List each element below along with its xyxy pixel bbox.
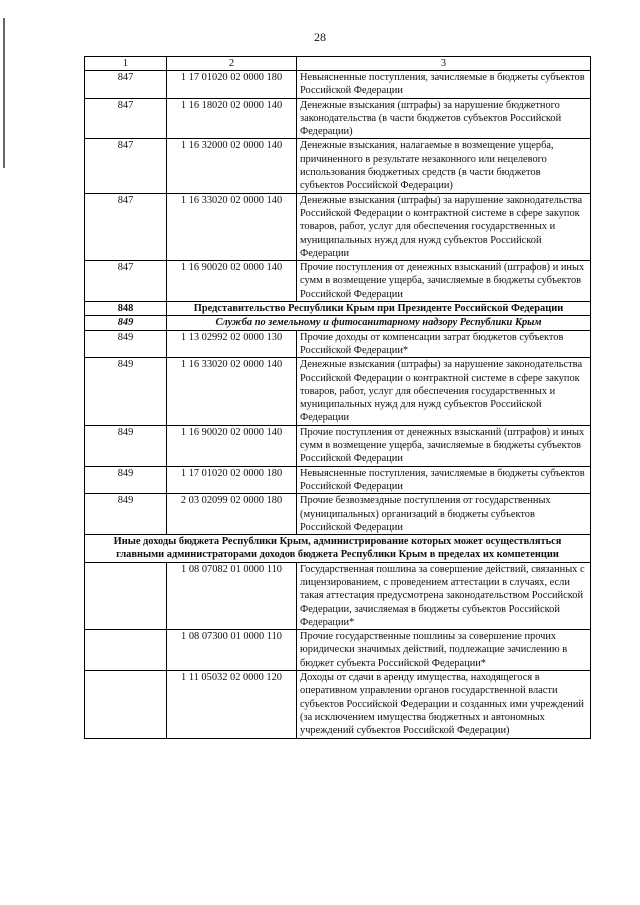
kbk-code-cell: 1 17 01020 02 0000 180 bbox=[167, 71, 297, 99]
kbk-code-cell: 1 11 05032 02 0000 120 bbox=[167, 671, 297, 738]
admin-code-cell: 847 bbox=[85, 139, 167, 193]
revenue-name-cell: Государственная пошлина за совершение действий, связанных с лицензированием, с проведением аттестации в случаях, если такая аттестация предусмотрена законодательством Российской Федерации, зачисляемая в бюджеты субъектов Российской Федерации* bbox=[297, 562, 591, 629]
subsection-header-row bbox=[85, 316, 591, 330]
section-header-row bbox=[85, 302, 591, 316]
revenue-name-cell: Прочие доходы от компенсации затрат бюджетов субъектов Российской Федерации* bbox=[297, 330, 591, 358]
admin-code-cell: 849 bbox=[85, 466, 167, 494]
admin-code-cell bbox=[85, 671, 167, 738]
header-col-2: 2 bbox=[167, 57, 297, 71]
admin-code-cell: 847 bbox=[85, 98, 167, 139]
kbk-code-cell: 1 16 18020 02 0000 140 bbox=[167, 98, 297, 139]
kbk-code-cell: 1 16 33020 02 0000 140 bbox=[167, 193, 297, 260]
section-code-cell: 848 bbox=[85, 302, 167, 316]
admin-code-cell bbox=[85, 630, 167, 671]
admin-code-cell: 847 bbox=[85, 71, 167, 99]
kbk-code-cell: 1 08 07300 01 0000 110 bbox=[167, 630, 297, 671]
kbk-code-cell: 2 03 02099 02 0000 180 bbox=[167, 494, 297, 535]
kbk-code-cell: 1 16 90020 02 0000 140 bbox=[167, 261, 297, 302]
table-row bbox=[85, 630, 591, 671]
header-col-3: 3 bbox=[297, 57, 591, 71]
table-row bbox=[85, 330, 591, 358]
section-title-cell: Служба по земельному и фитосанитарному надзору Республики Крым bbox=[167, 316, 591, 330]
revenue-name-cell: Денежные взыскания (штрафы) за нарушение законодательства Российской Федерации о контрактной системе в сфере закупок товаров, работ, услуг для обеспечения государственных и муниципальных нужд для нужд субъектов Российской Федерации bbox=[297, 193, 591, 260]
kbk-code-cell: 1 16 33020 02 0000 140 bbox=[167, 358, 297, 425]
admin-code-cell: 849 bbox=[85, 494, 167, 535]
revenue-name-cell: Доходы от сдачи в аренду имущества, находящегося в оперативном управлении органов государственной власти субъектов Российской Федерации и созданных ими учреждений (за исключением имущества бюджетных и автономных учреждений субъектов Российской Федерации) bbox=[297, 671, 591, 738]
table-row bbox=[85, 139, 591, 193]
admin-code-cell: 849 bbox=[85, 358, 167, 425]
table-row bbox=[85, 71, 591, 99]
table-row bbox=[85, 466, 591, 494]
kbk-code-cell: 1 13 02992 02 0000 130 bbox=[167, 330, 297, 358]
table-row bbox=[85, 494, 591, 535]
page-number: 28 bbox=[314, 30, 326, 44]
kbk-code-cell: 1 17 01020 02 0000 180 bbox=[167, 466, 297, 494]
section-title-cell: Представительство Республики Крым при Президенте Российской Федерации bbox=[167, 302, 591, 316]
kbk-code-cell: 1 16 32000 02 0000 140 bbox=[167, 139, 297, 193]
admin-code-cell: 847 bbox=[85, 261, 167, 302]
revenue-name-cell: Невыясненные поступления, зачисляемые в бюджеты субъектов Российской Федерации bbox=[297, 71, 591, 99]
kbk-code-cell: 1 16 90020 02 0000 140 bbox=[167, 425, 297, 466]
admin-code-cell bbox=[85, 562, 167, 629]
revenue-name-cell: Прочие поступления от денежных взысканий (штрафов) и иных сумм в возмещение ущерба, зачисляемые в бюджеты субъектов Российской Федерации bbox=[297, 261, 591, 302]
revenue-name-cell: Прочие безвозмездные поступления от государственных (муниципальных) организаций в бюджеты субъектов Российской Федерации bbox=[297, 494, 591, 535]
banner-row bbox=[85, 535, 591, 563]
admin-code-cell: 849 bbox=[85, 330, 167, 358]
revenue-name-cell: Денежные взыскания (штрафы) за нарушение бюджетного законодательства (в части бюджетов субъектов Российской Федерации) bbox=[297, 98, 591, 139]
section-code-cell: 849 bbox=[85, 316, 167, 330]
table-row bbox=[85, 562, 591, 629]
table-header-row bbox=[85, 57, 591, 71]
admin-code-cell: 847 bbox=[85, 193, 167, 260]
admin-code-cell: 849 bbox=[85, 425, 167, 466]
table-row bbox=[85, 193, 591, 260]
banner-title-cell: Иные доходы бюджета Республики Крым, администрирование которых может осуществляться главными администраторами доходов бюджета Республики Крым в пределах их компетенции bbox=[85, 535, 591, 563]
table-row bbox=[85, 358, 591, 425]
table-row bbox=[85, 671, 591, 738]
revenue-name-cell: Невыясненные поступления, зачисляемые в бюджеты субъектов Российской Федерации bbox=[297, 466, 591, 494]
kbk-code-cell: 1 08 07082 01 0000 110 bbox=[167, 562, 297, 629]
table-row bbox=[85, 425, 591, 466]
revenue-name-cell: Денежные взыскания, налагаемые в возмещение ущерба, причиненного в результате незаконного или нецелевого использования бюджетных средств (в части бюджетов субъектов Российской Федерации) bbox=[297, 139, 591, 193]
revenue-name-cell: Денежные взыскания (штрафы) за нарушение законодательства Российской Федерации о контрактной системе в сфере закупок товаров, работ, услуг для обеспечения государственных и муниципальных нужд для нужд субъектов Российской Федерации bbox=[297, 358, 591, 425]
revenue-name-cell: Прочие государственные пошлины за совершение прочих юридически значимых действий, подлежащие зачислению в бюджет субъекта Российской Федерации* bbox=[297, 630, 591, 671]
table-row bbox=[85, 261, 591, 302]
header-col-1: 1 bbox=[85, 57, 167, 71]
revenue-table bbox=[84, 56, 591, 739]
table-row bbox=[85, 98, 591, 139]
revenue-name-cell: Прочие поступления от денежных взысканий (штрафов) и иных сумм в возмещение ущерба, зачисляемые в бюджеты субъектов Российской Федерации bbox=[297, 425, 591, 466]
